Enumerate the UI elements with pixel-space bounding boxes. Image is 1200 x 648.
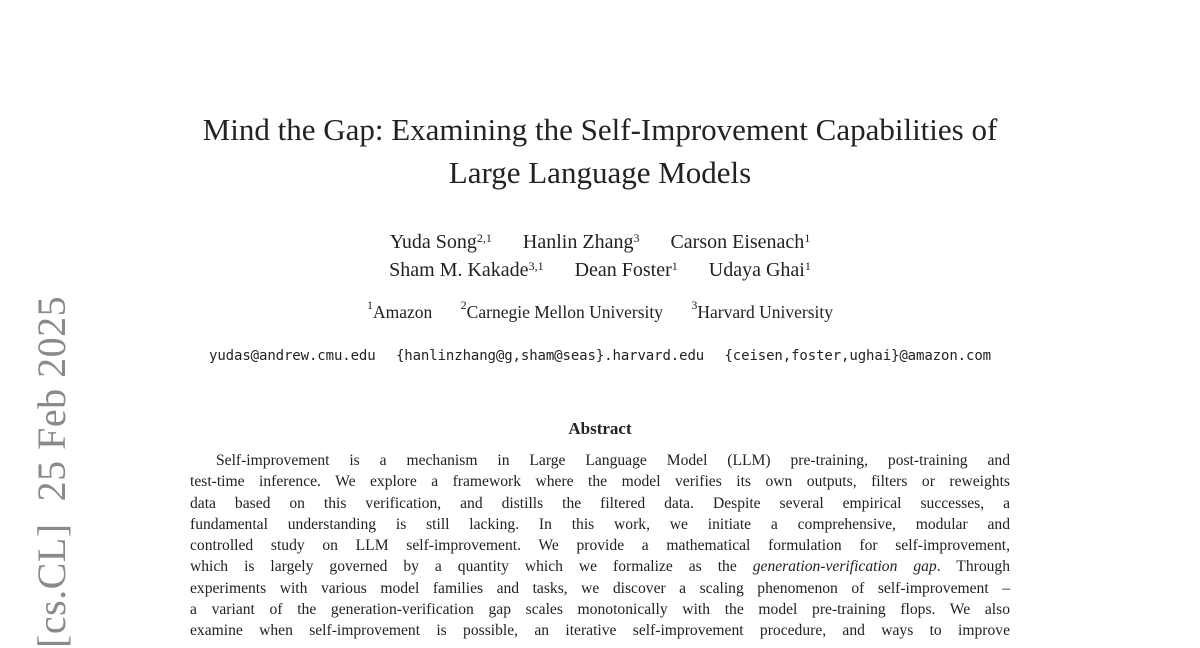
author-name: Dean Foster bbox=[574, 259, 672, 281]
arxiv-category: [cs.CL] bbox=[29, 523, 74, 648]
abstract-line bbox=[190, 556, 1010, 577]
abstract-line-tail: . Through bbox=[936, 558, 1011, 576]
abstract-line: data based on this verification, and distills the filtered data. Despite several empirical successes, a bbox=[190, 494, 1010, 512]
abstract-line: experiments with various model families and tasks, we discover a scaling phenomenon of self-improvement – bbox=[190, 579, 1010, 597]
email-address: {ceisen,foster,ughai}@amazon.com bbox=[724, 348, 991, 364]
author-list bbox=[0, 228, 1200, 284]
abstract-line: test-time inference. We explore a framework where the model verifies its own outputs, filters or reweights bbox=[190, 473, 1010, 491]
author bbox=[709, 259, 811, 281]
author-affiliation-mark: 2,1 bbox=[476, 231, 492, 245]
affiliation bbox=[460, 298, 664, 322]
paper-title-line-1: Mind the Gap: Examining the Self-Improvement Capabilities of bbox=[202, 112, 998, 147]
author bbox=[390, 231, 492, 253]
author-name: Sham M. Kakade bbox=[389, 259, 529, 281]
author-affiliation-mark: 3,1 bbox=[528, 259, 544, 273]
author-name: Yuda Song bbox=[389, 231, 477, 253]
abstract-line-text: which is largely governed by a quantity which we formalize as the bbox=[190, 558, 737, 576]
author-affiliation-mark: 1 bbox=[804, 259, 811, 273]
author bbox=[523, 231, 640, 253]
author bbox=[389, 259, 543, 281]
paper-title bbox=[0, 108, 1200, 194]
affiliation-name: Carnegie Mellon University bbox=[466, 302, 664, 322]
affiliation-mark: 2 bbox=[460, 298, 467, 312]
affiliation-name: Amazon bbox=[373, 302, 433, 322]
email-address: {hanlinzhang@g,sham@seas}.harvard.edu bbox=[395, 348, 705, 364]
arxiv-date: 25 Feb 2025 bbox=[29, 295, 74, 502]
abstract-body bbox=[190, 450, 1010, 642]
author-affiliation-mark: 1 bbox=[804, 231, 811, 245]
paper-title-line-2: Large Language Models bbox=[448, 155, 752, 190]
author bbox=[670, 231, 810, 253]
author-name: Udaya Ghai bbox=[708, 259, 805, 281]
abstract-line: Self-improvement is a mechanism in Large Language Model (LLM) pre-training, post-training and bbox=[216, 452, 1010, 469]
affiliation bbox=[691, 298, 833, 322]
author-affiliation-mark: 3 bbox=[633, 231, 640, 245]
email-list bbox=[0, 348, 1200, 364]
abstract-line: a variant of the generation-verification gap scales monotonically with the model pre-training flops. We also bbox=[190, 601, 1010, 619]
affiliation-list bbox=[0, 298, 1200, 323]
author-affiliation-mark: 1 bbox=[671, 259, 678, 273]
author bbox=[575, 259, 678, 281]
affiliation bbox=[367, 298, 433, 322]
author-name: Carson Eisenach bbox=[670, 231, 805, 253]
author-row-1 bbox=[0, 228, 1200, 256]
abstract-line: fundamental understanding is still lacking. In this work, we initiate a comprehensive, modular and bbox=[190, 515, 1010, 533]
affiliation-name: Harvard University bbox=[697, 302, 833, 322]
abstract-heading: Abstract bbox=[568, 419, 632, 438]
author-row-2 bbox=[0, 256, 1200, 284]
email-address: yudas@andrew.cmu.edu bbox=[209, 348, 376, 364]
abstract-line: examine when self-improvement is possible, an iterative self-improvement procedure, and ways to improve bbox=[190, 622, 1010, 640]
affiliation-mark: 1 bbox=[367, 298, 373, 312]
author-name: Hanlin Zhang bbox=[522, 231, 634, 253]
abstract-line: controlled study on LLM self-improvement. We provide a mathematical formulation for self-improvement, bbox=[190, 537, 1010, 555]
affiliation-mark: 3 bbox=[691, 298, 698, 312]
abstract-emphasis: generation-verification gap bbox=[752, 558, 937, 576]
